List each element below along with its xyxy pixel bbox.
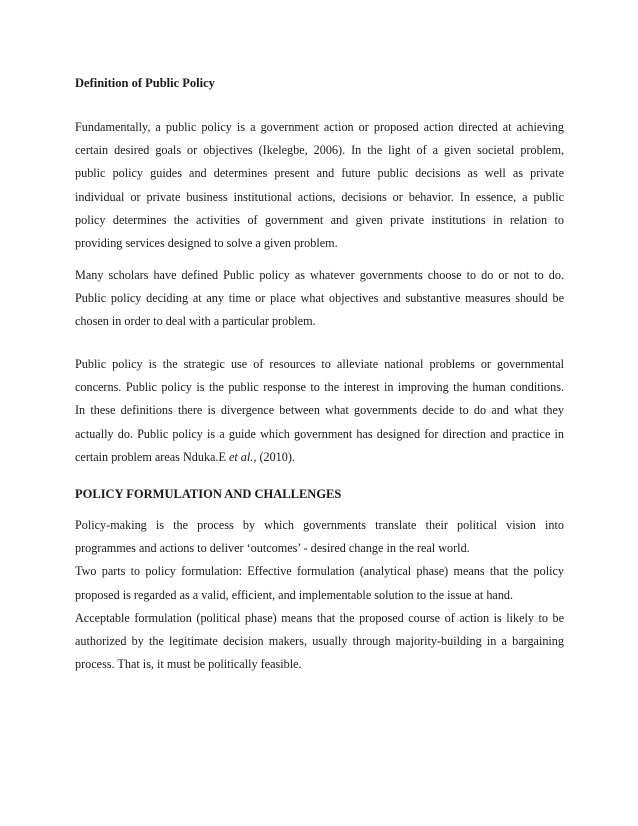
text-line: Acceptable formulation (political phase) means that the proposed course of action is likely to be: [75, 610, 564, 625]
text-line: Policy-making is the process by which governments translate their political vision into: [75, 518, 564, 532]
text-line: providing services designed to solve a given problem.: [75, 235, 338, 250]
paragraph-policy-making: [75, 514, 564, 676]
text-line: chosen in order to deal with a particular problem.: [75, 314, 316, 329]
section-heading-policy-formulation: POLICY FORMULATION AND CHALLENGES: [75, 487, 342, 501]
text-line: programmes and actions to deliver ‘outcomes’ - desired change in the real world.: [75, 541, 470, 556]
paragraph-strategic-use: [75, 353, 564, 469]
citation-year: (2010).: [256, 449, 295, 464]
text-line: Two parts to policy formulation: Effective formulation (analytical phase) means that the policy: [75, 564, 564, 579]
text-line-citation: [75, 446, 564, 469]
text-line: certain desired goals or objectives (Ikelegbe, 2006). In the light of a given societal problem,: [75, 143, 564, 158]
text-line: Many scholars have defined Public policy as whatever governments choose to do or not to do.: [75, 268, 564, 282]
paragraph-scholars: [75, 264, 564, 334]
text-line: Public policy deciding at any time or place what objectives and substantive measures should be: [75, 291, 564, 306]
section-heading-definition: Definition of Public Policy: [75, 76, 215, 90]
text-line: policy determines the activities of government and given private institutions in relation to: [75, 212, 564, 227]
text-line: proposed is regarded as a valid, efficient, and implementable solution to the issue at hand.: [75, 587, 514, 602]
text-line: public policy guides and determines present and future public decisions as well as private: [75, 166, 564, 181]
text-line: authorized by the legitimate decision makers, usually through majority-building in a bargaining: [75, 633, 564, 648]
citation-et-al: et al.,: [228, 449, 257, 464]
text-line: Public policy is the strategic use of resources to alleviate national problems or governmental: [75, 357, 564, 371]
paragraph-definition: [75, 116, 564, 255]
text-line: concerns. Public policy is the public response to the interest in improving the human conditions.: [75, 380, 564, 395]
text-line: individual or private business institutional actions, decisions or behavior. In essence, a public: [75, 189, 564, 204]
text-line: process. That is, it must be politically feasible.: [75, 657, 302, 672]
text-line: Fundamentally, a public policy is a government action or proposed action directed at achieving: [75, 120, 564, 134]
citation-text: certain problem areas Nduka.E: [75, 449, 229, 464]
text-line: actually do. Public policy is a guide which government has designed for direction and practice in: [75, 426, 564, 441]
text-line: In these definitions there is divergence between what governments decide to do and what they: [75, 403, 564, 418]
